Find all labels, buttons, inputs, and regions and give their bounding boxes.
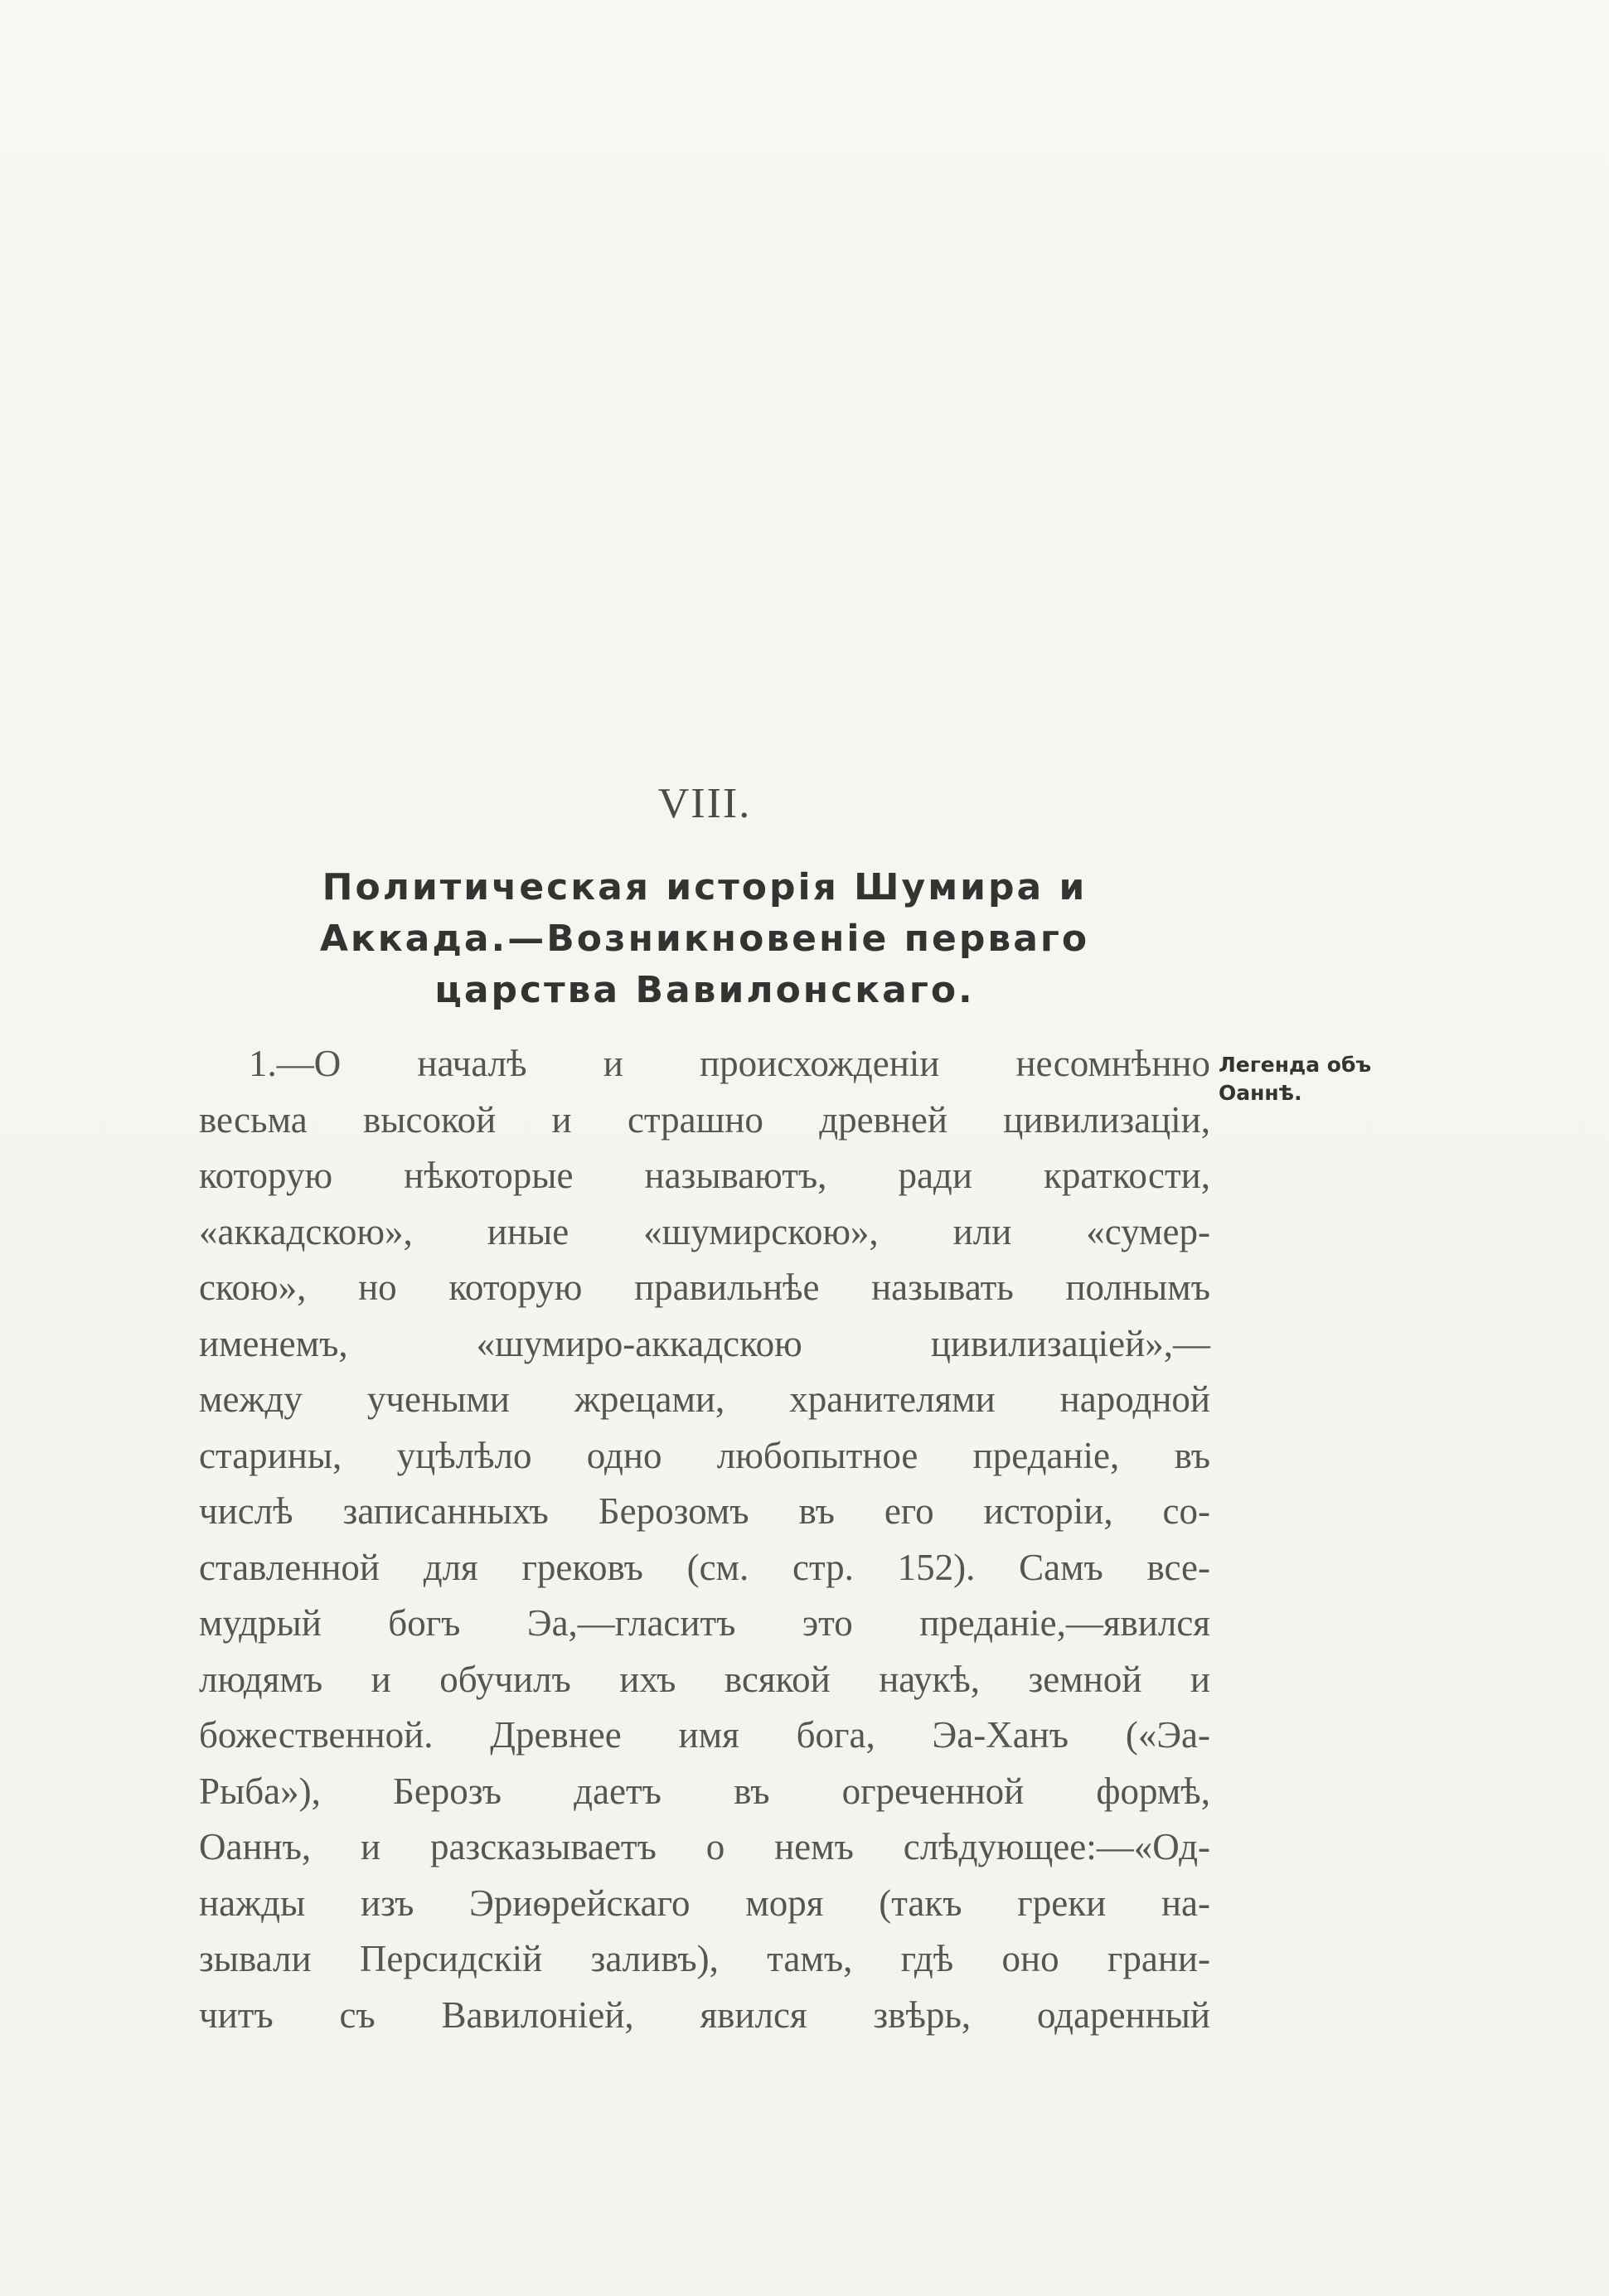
text-line: скою», но которую правильнѣе называть полнымъ: [199, 1267, 1210, 1308]
text-line: нажды изъ Эриѳрейскаго моря (такъ греки на-: [199, 1882, 1210, 1924]
text-line: между учеными жрецами, хранителями народной: [199, 1378, 1210, 1420]
chapter-number: VIII.: [657, 780, 752, 827]
text-line: людямъ и обучилъ ихъ всякой наукѣ, земной и: [199, 1658, 1210, 1700]
text-line: Рыба»), Берозъ даетъ въ огреченной формѣ,: [199, 1770, 1210, 1812]
text-line: ставленной для грековъ (см. стр. 152). Самъ все-: [199, 1546, 1210, 1588]
margin-note-line: Оаннѣ.: [1219, 1081, 1302, 1105]
text-line: Оаннъ, и разсказываетъ о немъ слѣдующее:—«Од-: [199, 1826, 1210, 1867]
text-line: которую нѣкоторые называютъ, ради краткости,: [199, 1155, 1210, 1196]
chapter-title-line: царства Вавилонскаго.: [434, 969, 975, 1011]
text-line: именемъ, «шумиро-аккадскою цивилизаціей»,—: [199, 1322, 1210, 1364]
margin-note: [1219, 1051, 1418, 1107]
text-line: 1.—О началѣ и происхожденіи несомнѣнно: [249, 1043, 1210, 1084]
chapter-title-line: Аккада.—Возникновеніе перваго: [319, 918, 1090, 960]
margin-note-line: Легенда объ: [1219, 1053, 1372, 1077]
text-line: божественной. Древнее имя бога, Эа-Ханъ («Эа-: [199, 1714, 1210, 1756]
text-line: «аккадскою», иные «шумирскою», или «сумер-: [199, 1210, 1210, 1252]
text-line: старины, уцѣлѣло одно любопытное преданіе, въ: [199, 1434, 1210, 1476]
text-line: числѣ записанныхъ Берозомъ въ его исторіи, со-: [199, 1490, 1210, 1532]
chapter-title: [232, 862, 1177, 1016]
text-line: читъ съ Вавилоніей, явился звѣрь, одаренный: [199, 1993, 1210, 2036]
chapter-title-line: Политическая исторія Шумира и: [322, 866, 1088, 908]
text-line: мудрый богъ Эа,—гласитъ это преданіе,—явился: [199, 1602, 1210, 1644]
text-line: зывали Персидскій заливъ), тамъ, гдѣ оно грани-: [199, 1938, 1210, 1979]
body-paragraph: [199, 1036, 1210, 2043]
text-line: весьма высокой и страшно древней цивилизаціи,: [199, 1098, 1210, 1141]
